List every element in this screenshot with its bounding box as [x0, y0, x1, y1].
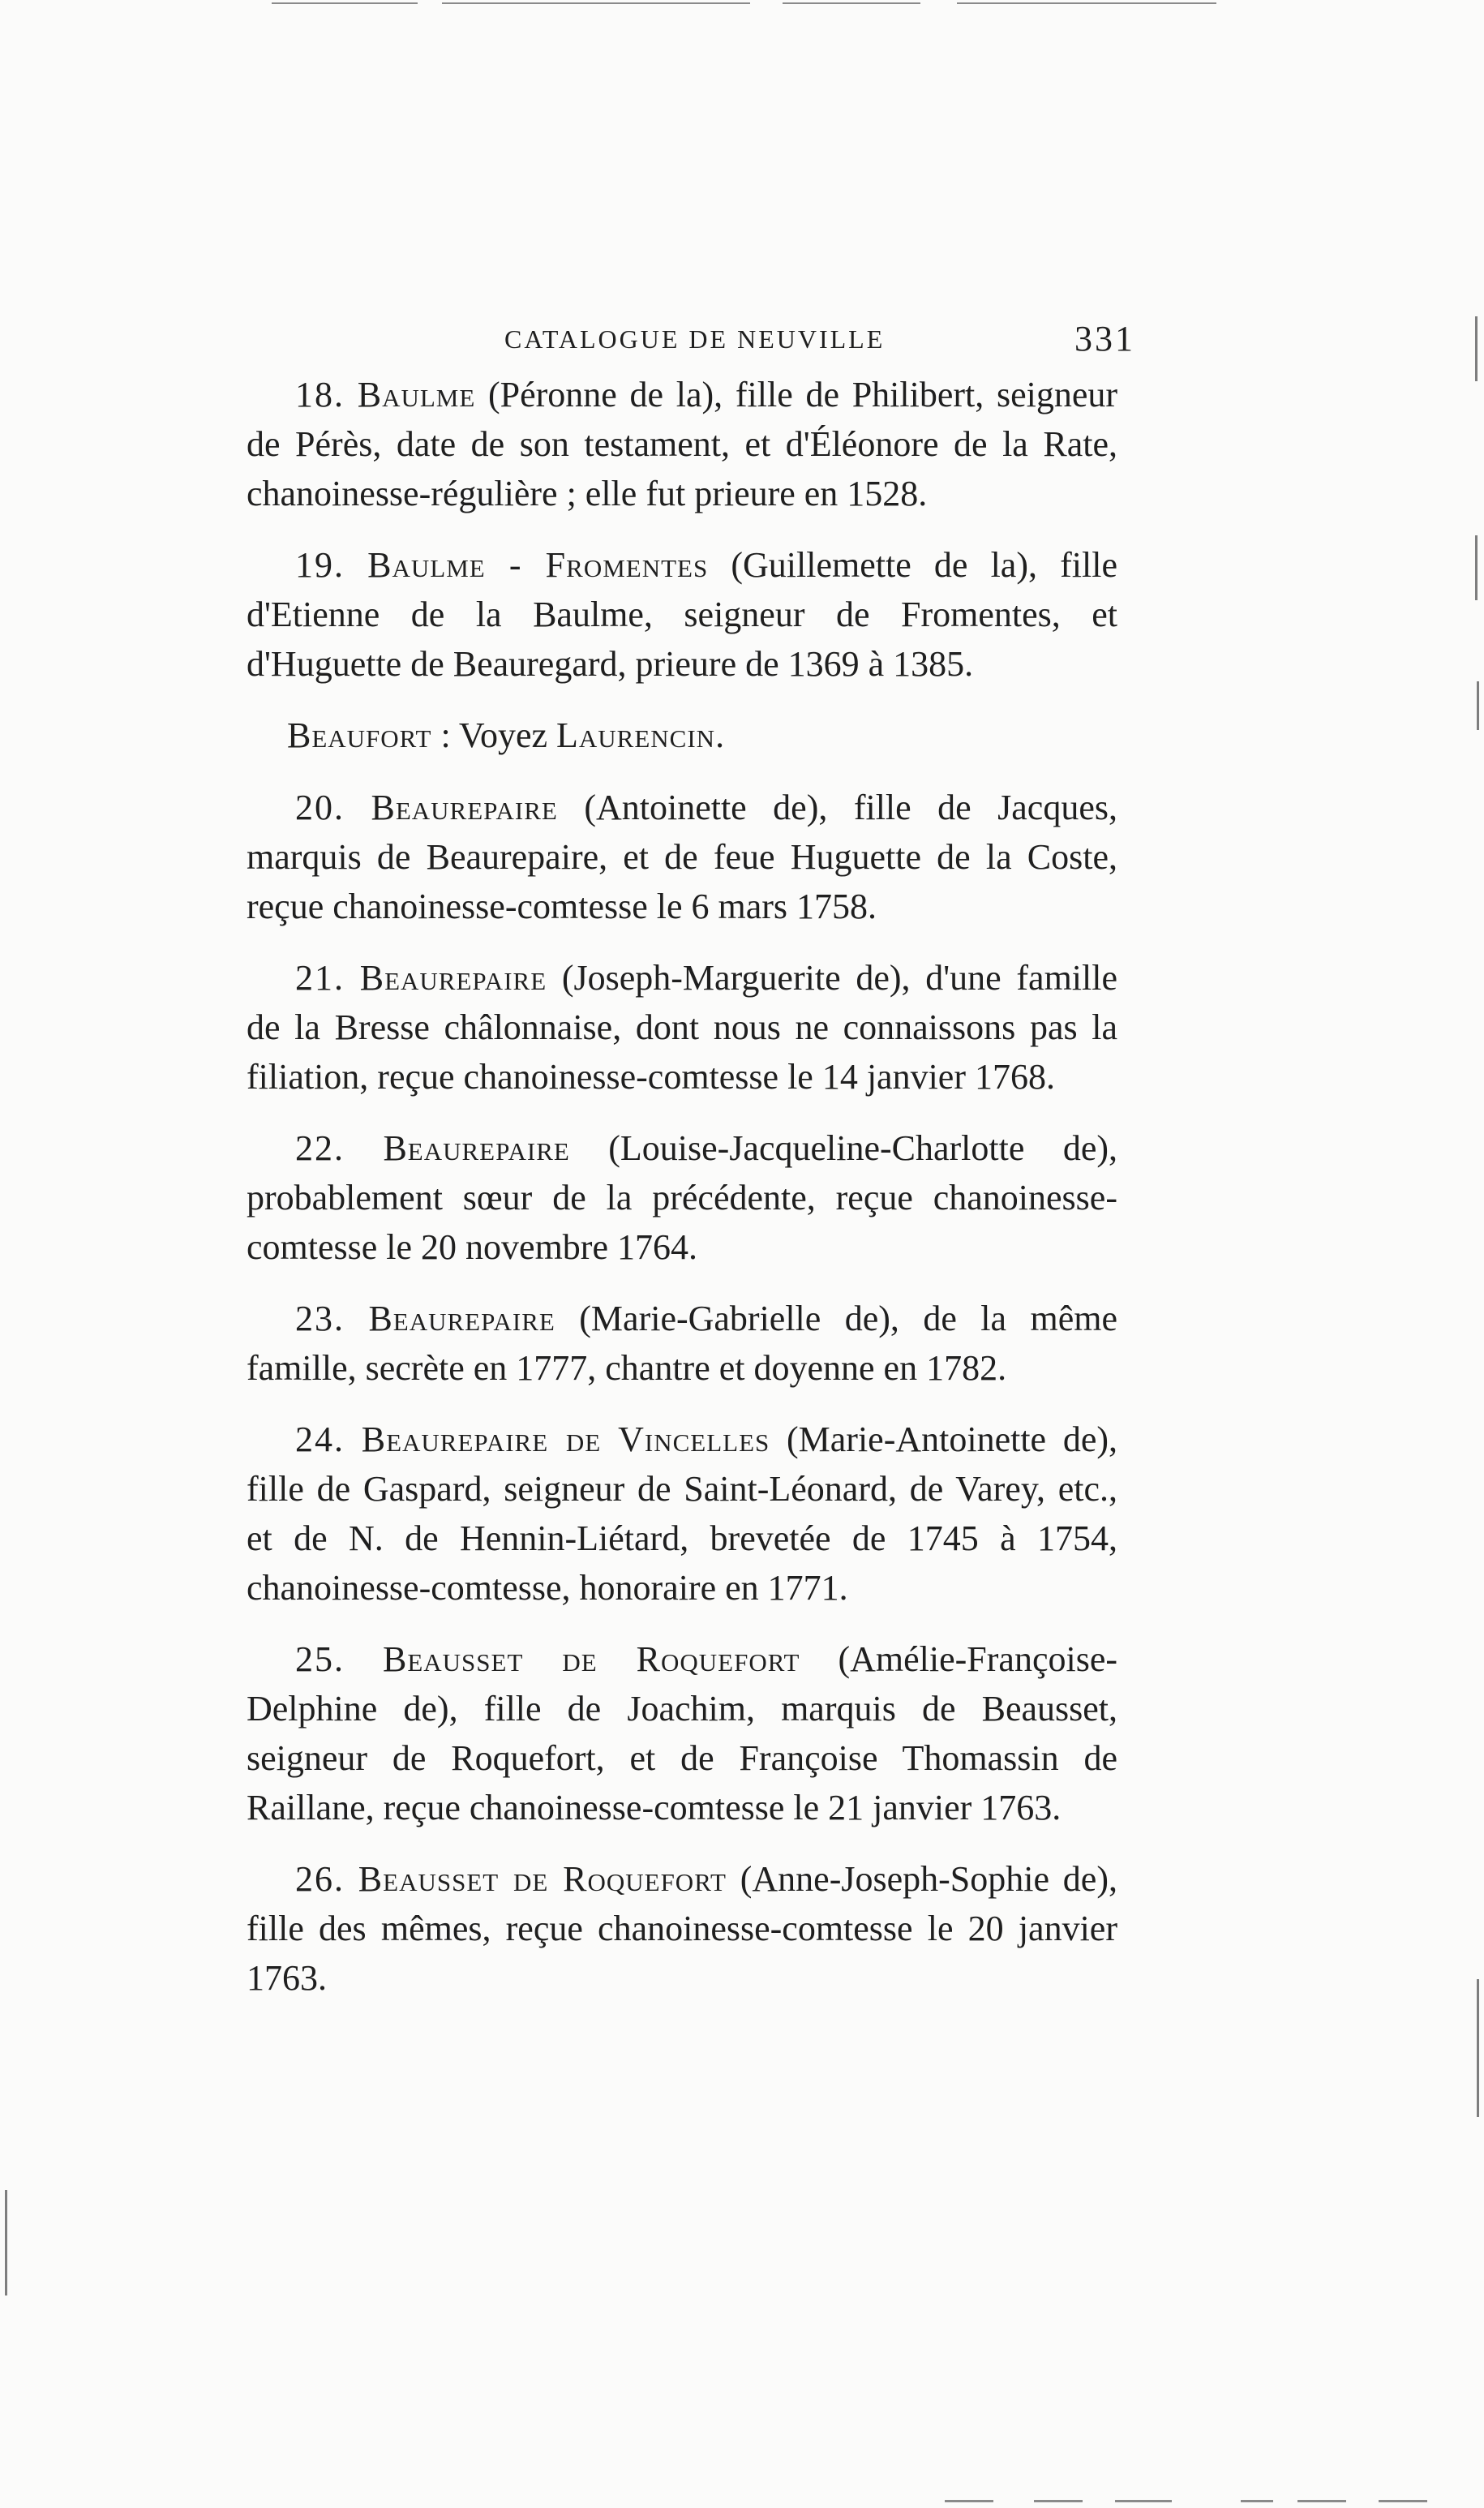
bottom-edge-rule [1241, 2500, 1273, 2502]
running-title: CATALOGUE DE NEUVILLE [504, 324, 886, 354]
bottom-edge-rule [945, 2500, 993, 2502]
top-edge-rule [957, 2, 1216, 4]
reference-name: Laurencin [556, 715, 716, 755]
entry-18: 18. Baulme (Péronne de la), fille de Philibert, seigneur de Pérès, date de son testament, et d'Éléonore de la Rate, chanoinesse-régulière ; elle fut prieure en 1528. [247, 375, 1118, 513]
catalogue-entries [247, 370, 1117, 2025]
entry-name: Beaurepaire [371, 788, 558, 827]
entry-name: Baulme - Fromentes [367, 545, 709, 585]
bottom-edge-rule [1297, 2500, 1346, 2502]
entry-19: 19. Baulme - Fromentes (Guillemette de la), fille d'Etienne de la Baulme, seigneur de Fromentes, et d'Huguette de Beauregard, prieure de 1369 à 1385. [247, 545, 1117, 684]
entry-name: Beaurepaire [368, 1299, 555, 1338]
margin-mark [1475, 535, 1478, 600]
entry-name: Beaufort [287, 715, 432, 755]
page-number: 331 [1074, 319, 1135, 359]
top-edge-rule [442, 2, 750, 4]
running-head [243, 318, 1135, 363]
bottom-edge-rule [1034, 2500, 1083, 2502]
entry-21: 21. Beaurepaire (Joseph-Marguerite de), d'une famille de la Bresse châlonnaise, dont nous ne connaissons pas la filiation, reçue chanoinesse-comtesse le 14 janvier 1768. [247, 958, 1118, 1097]
entry-name: Beaurepaire [383, 1128, 570, 1168]
bottom-edge-rule [1115, 2500, 1172, 2502]
bottom-edge-rule [1379, 2500, 1427, 2502]
entry-25: 25. Beausset de Roquefort (Amélie-Françoise-Delphine de), fille de Joachim, marquis de Beausset, seigneur de Roquefort, et de Françoise Thomassin de Raillane, reçue chanoinesse-comtesse le 21 janvier 1763. [247, 1639, 1117, 1827]
top-edge-rule [272, 2, 418, 4]
entry-name: Beausset de Roquefort [382, 1639, 800, 1679]
entry-name: Beaurepaire de Vincelles [361, 1419, 770, 1459]
margin-mark [1477, 1979, 1479, 2117]
cross-reference-beaufort: Beaufort : Voyez Laurencin. [287, 715, 725, 755]
entry-name: Beausset de Roquefort [358, 1859, 727, 1899]
margin-mark [5, 2190, 7, 2295]
entry-26: 26. Beausset de Roquefort (Anne-Joseph-Sophie de), fille des mêmes, reçue chanoinesse-comtesse le 20 janvier 1763. [247, 1859, 1117, 1998]
margin-mark [1475, 316, 1478, 381]
margin-mark [1477, 681, 1479, 730]
entry-name: Beaurepaire [359, 958, 547, 998]
entry-23: 23. Beaurepaire (Marie-Gabrielle de), de la même famille, secrète en 1777, chantre et doyenne en 1782. [247, 1299, 1118, 1388]
entry-name: Baulme [357, 375, 476, 414]
entry-22: 22. Beaurepaire (Louise-Jacqueline-Charlotte de), probablement sœur de la précédente, reçue chanoinesse-comtesse le 20 novembre 1764. [247, 1128, 1117, 1267]
top-edge-rule [783, 2, 920, 4]
entry-20: 20. Beaurepaire (Antoinette de), fille de Jacques, marquis de Beaurepaire, et de feue Huguette de la Coste, reçue chanoinesse-comtesse le 6 mars 1758. [247, 788, 1117, 926]
entry-24: 24. Beaurepaire de Vincelles (Marie-Antoinette de), fille de Gaspard, seigneur de Saint-Léonard, de Varey, etc., et de N. de Hennin-Liétard, brevetée de 1745 à 1754, chanoinesse-comtesse, honoraire en 1771. [247, 1419, 1117, 1608]
